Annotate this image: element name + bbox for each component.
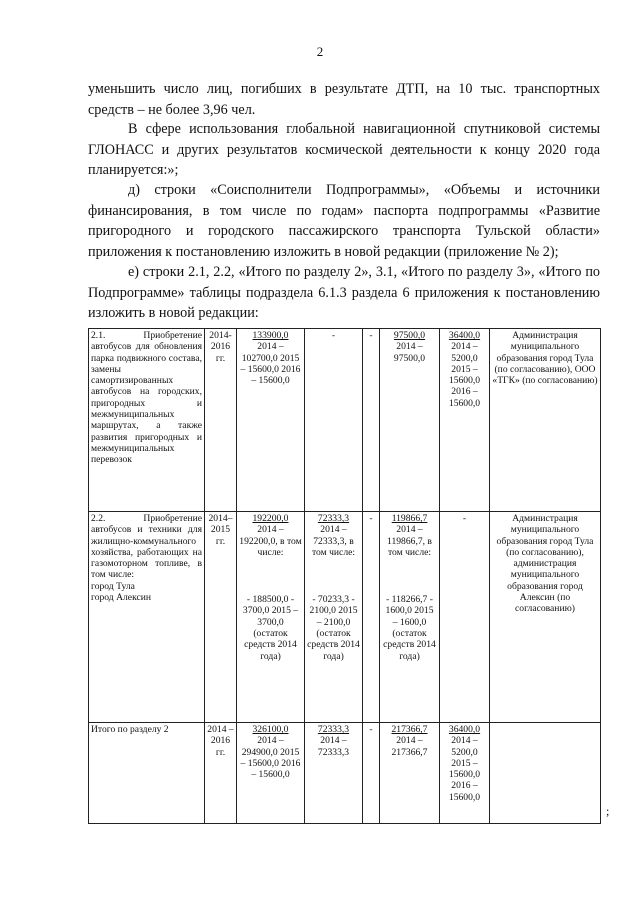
row-2-1-period: 2014-2016 гг.: [205, 329, 237, 512]
row-2-2-total-bottom: - 188500,0 - 3700,0 2015 – 3700,0 (остаток средств 2014 года): [242, 594, 299, 662]
paragraph-3: д) строки «Соисполнители Подпрограммы», «Объемы и источники финансирования, в том числе по годам» паспорта подпрограммы «Развитие пригородного и городского пассажирского транспорта Тульской области» приложения к постановлению изложить в новой редакции (приложение № 2);: [88, 182, 600, 260]
row-2-1-total-sum: 133900,0: [252, 330, 289, 341]
row-2-2-total-sum: 192200,0: [252, 513, 289, 524]
table-row: [89, 329, 601, 512]
row-2-2-municipal-top: 2014 – 119866,7, в том числе:: [387, 524, 432, 558]
paragraph-4: е) строки 2.1, 2.2, «Итого по разделу 2», 3.1, «Итого по разделу 3», «Итого по Подпрограмме» таблицы подраздела 6.1.3 раздела 6 приложения к постановлению изложить в новой редакции:: [88, 264, 600, 321]
row-2-2-federal-bottom: - 70233,3 - 2100,0 2015 – 2100,0 (остаток средств 2014 года): [307, 594, 360, 662]
paragraph-2: В сфере использования глобальной навигационной спутниковой системы ГЛОНАСС и других результатов космической деятельности к концу 2020 года планируется:»;: [88, 121, 600, 178]
row-total-federal: [305, 723, 363, 824]
row-total-municipal-years: 2014 – 217366,7: [391, 735, 428, 758]
row-2-2-total-top: 2014 – 192200,0, в том числе:: [239, 524, 302, 558]
row-2-2-municipal-sum: 119866,7: [391, 513, 428, 524]
row-2-2-federal: [305, 512, 363, 723]
row-2-2-regional: -: [363, 512, 380, 723]
row-total-total-years: 2014 – 294900,0 2015 – 15600,0 2016 – 15600,0: [240, 735, 301, 781]
row-2-1-extrabudget-years: 2014 – 5200,0 2015 – 15600,0 2016 – 15600,0: [448, 341, 481, 409]
page-number: 2: [316, 44, 324, 59]
row-total-federal-years: 2014 – 72333,3: [317, 735, 350, 758]
row-2-1-total-years: 2014 – 102700,0 2015 – 15600,0 2016 – 15600,0: [240, 341, 301, 387]
table-row: [89, 723, 601, 824]
row-2-1-federal: -: [305, 329, 363, 512]
row-total-period: 2014 – 2016 гг.: [205, 723, 237, 824]
row-2-2-federal-sum: 72333,3: [317, 513, 350, 524]
row-total-extrabudget: [440, 723, 490, 824]
row-2-2-title: 2.2. Приобретение автобусов и техники для жилищно-коммунального хозяйства, работающих на газомоторном топливе, в том числе:: [91, 513, 202, 581]
row-total-executor: [490, 723, 601, 824]
row-2-2-federal-top: 2014 – 72333,3, в том числе:: [311, 524, 356, 558]
row-2-1-executor: Администрация муниципального образования город Тула (по согласованию), ООО «ТГК» (по согласованию): [490, 329, 601, 512]
row-total-municipal: [380, 723, 440, 824]
row-2-2-name: [89, 512, 205, 723]
row-total-regional: -: [363, 723, 380, 824]
row-2-1-regional: -: [363, 329, 380, 512]
row-2-1-municipal: [380, 329, 440, 512]
row-total-extrabudget-sum: 36400,0: [448, 724, 481, 735]
row-2-2-extrabudget: -: [440, 512, 490, 723]
row-2-1-extrabudget: [440, 329, 490, 512]
row-2-2-executor: Администрация муниципального образования город Тула (по согласованию), администрация муниципального образования город Алексин (по согласованию): [490, 512, 601, 723]
row-2-1-extrabudget-sum: 36400,0: [448, 330, 481, 341]
row-2-1-municipal-years: 2014 – 97500,0: [393, 341, 426, 364]
row-total-name: Итого по разделу 2: [89, 723, 205, 824]
row-2-2-municipal-bottom: - 118266,7 - 1600,0 2015 – 1600,0 (остаток средств 2014 года): [383, 594, 436, 662]
row-2-2-period: 2014–2015 гг.: [205, 512, 237, 723]
row-total-extrabudget-years: 2014 – 5200,0 2015 – 15600,0 2016 – 15600,0: [448, 735, 481, 803]
row-2-2-city-aleksin: город Алексин: [91, 592, 152, 604]
row-total-municipal-sum: 217366,7: [391, 724, 428, 735]
row-2-1-name: 2.1. Приобретение автобусов для обновления парка подвижного состава, замены самортизированных автобусов на городских, пригородных и межмуниципальных маршрутах, а также развития пригородных и межмуниципальных перевозок: [89, 329, 205, 512]
row-total-total-sum: 326100,0: [252, 724, 289, 735]
row-2-1-total: [237, 329, 305, 512]
row-total-total: [237, 723, 305, 824]
table-row: [89, 512, 601, 723]
paragraph-1: уменьшить число лиц, погибших в результате ДТП, на 10 тыс. транспортных средств – не более 3,96 чел.: [88, 81, 600, 118]
row-2-2-city-tula: город Тула: [91, 580, 135, 592]
row-2-1-municipal-sum: 97500,0: [393, 330, 426, 341]
financing-table: [88, 328, 601, 824]
row-total-federal-sum: 72333,3: [317, 724, 350, 735]
trailing-semicolon: ;: [606, 804, 610, 818]
row-2-2-municipal: [380, 512, 440, 723]
row-2-2-total: [237, 512, 305, 723]
